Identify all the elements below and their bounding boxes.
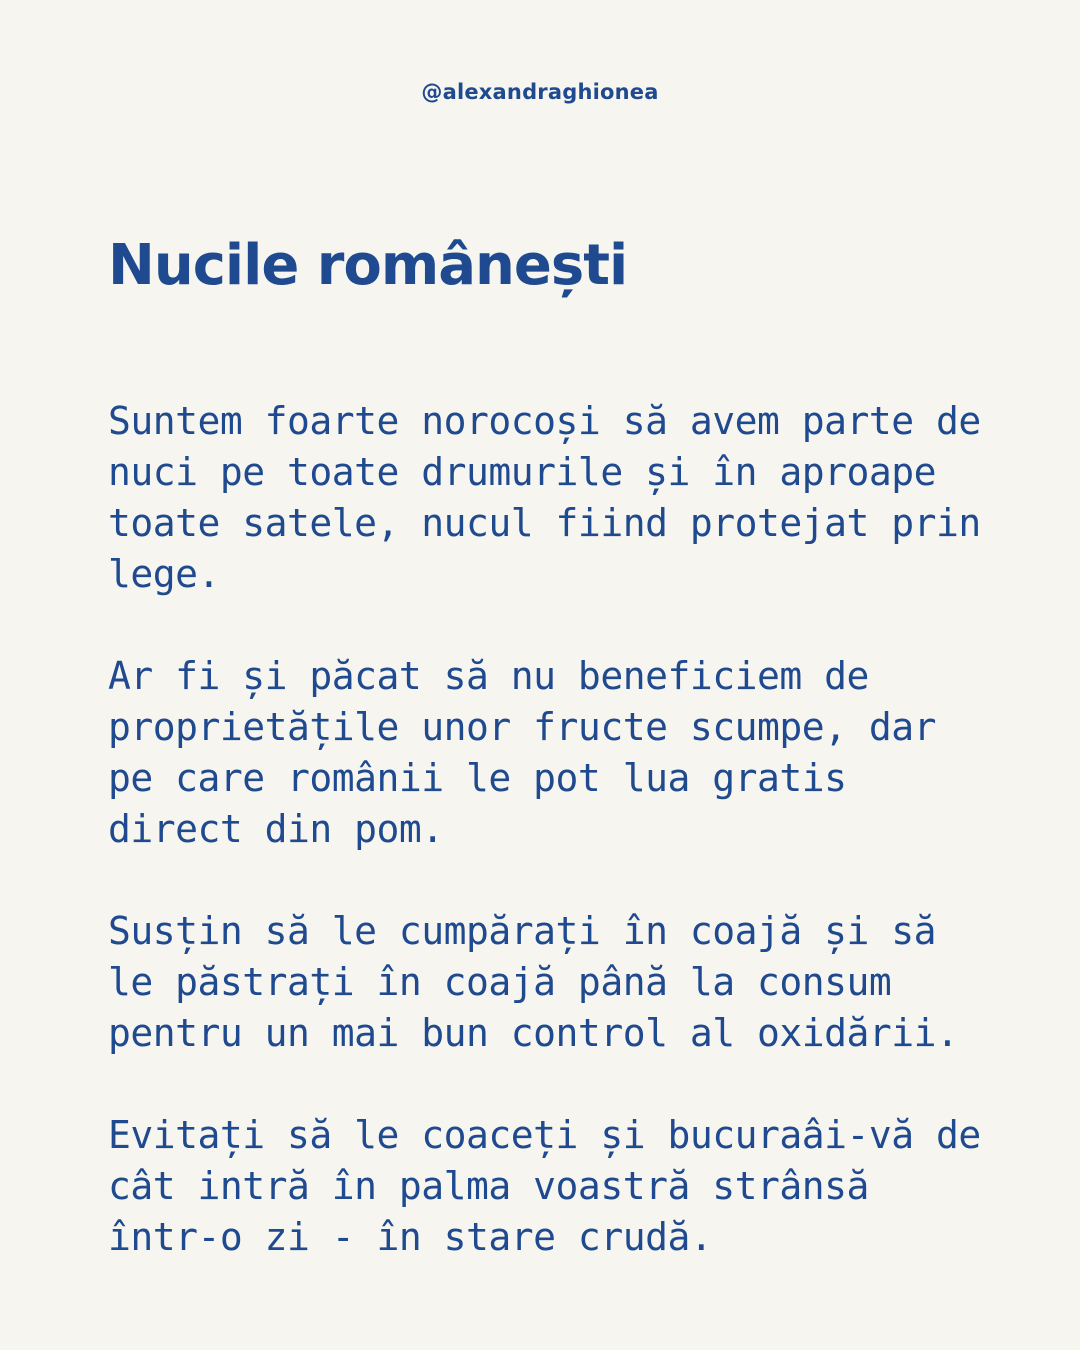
page-title: Nucile românești <box>108 233 628 298</box>
account-handle: @alexandraghionea <box>421 80 659 104</box>
article-body <box>108 396 988 1263</box>
paragraph-4: Evitați să le coaceți și bucuraâi-vă de cât intră în palma voastră strânsă într-o zi - în stare crudă. <box>108 1113 981 1259</box>
paragraph-3: Susțin să le cumpărați în coajă și să le păstrați în coajă până la consum pentru un mai bun control al oxidării. <box>108 909 959 1055</box>
paragraph-1: Suntem foarte norocoși să avem parte de nuci pe toate drumurile și în aproape toate satele, nucul fiind protejat prin lege. <box>108 399 981 596</box>
paragraph-2: Ar fi și păcat să nu beneficiem de proprietățile unor fructe scumpe, dar pe care românii le pot lua gratis direct din pom. <box>108 654 936 851</box>
